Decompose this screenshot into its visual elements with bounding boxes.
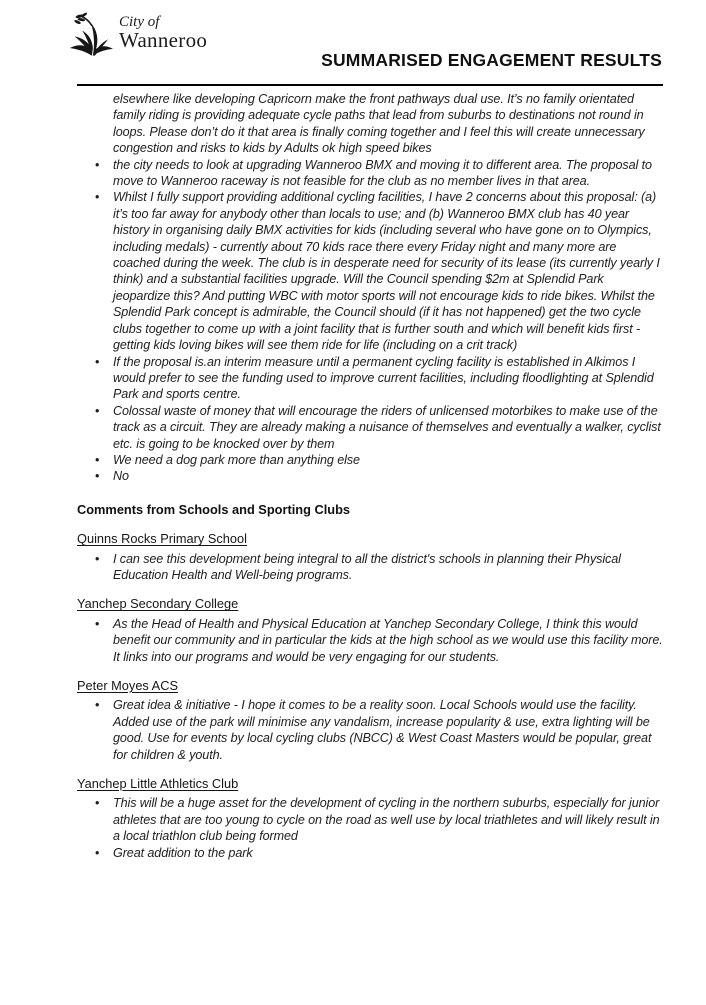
comment-text: the city needs to look at upgrading Wanneroo BMX and moving it to different area. The proposal to move to Wanneroo raceway is not feasible for the club as no member lives in that area. [113, 157, 652, 189]
list-item [95, 795, 663, 844]
school-comments-list [95, 697, 663, 763]
document-header [0, 0, 706, 86]
school-group-name: Yanchep Secondary College [77, 596, 239, 612]
comment-text: Colossal waste of money that will encourage the riders of unlicensed motorbikes to make use of the track as a circuit. They are already making a nuisance of themselves and eventually a walker, cyclist etc. is going to be knocked over by them [113, 403, 661, 451]
school-group-name: Peter Moyes ACS [77, 678, 178, 693]
comment-text: Great idea & initiative - I hope it comes to be a reality soon. Local Schools would use the facility. Added use of the park will minimise any vandalism, increase popularity & use, extra lighting will be good. Use for events by local cycling clubs (NBCC) & West Coast Masters would be popular, great for children & youth. [113, 698, 652, 762]
list-item [95, 468, 663, 484]
bullet-icon: • [95, 616, 100, 631]
list-item [95, 697, 663, 763]
list-item [95, 845, 663, 861]
logo-text-line1: City of [119, 14, 160, 30]
bullet-icon: • [95, 403, 100, 418]
bullet-icon: • [95, 354, 100, 369]
bullet-icon: • [95, 469, 100, 484]
school-group [77, 776, 663, 861]
bullet-icon: • [95, 796, 100, 811]
school-group-name: Quinns Rocks Primary School [77, 531, 247, 547]
school-group [77, 531, 663, 583]
school-group [77, 678, 663, 763]
logo-text-line2: Wanneroo [119, 28, 208, 52]
list-item [95, 551, 663, 584]
comment-text: Whilst I fully support providing additional cycling facilities, I have 2 concerns about this proposal: (a) it’s too far away for anybody other than locals to use; and (b) Wanneroo BMX club has 40 year history in organising daily BMX activities for kids (including several who have gone on to Olympics, including medals) - currently about 70 kids race there every Friday night and many more are coached during the week. The club is in desperate need for security of its lease (its currently yearly I think) and a substantial facilities upgrade. Will the Council spending $2m at Splendid Park jeopardize this? And putting WBC with motor sports will not encourage kids to ride bikes. Whilst the Splendid Park concept is admirable, the Council should (if it has not happened) get the two cycle clubs together to come up with a joint facility that is further south and which will benefit kids first - getting kids loving bikes will see them ride for life (including on a crit track) [113, 190, 660, 353]
bullet-icon: • [95, 190, 100, 205]
comment-text: As the Head of Health and Physical Education at Yanchep Secondary College, I think this would benefit our community and in particular the kids at the high school as we would use this facility more. It links into our programs and would be very engaging for our students. [113, 616, 663, 664]
header-divider [77, 84, 663, 86]
comment-text: We need a dog park more than anything else [113, 452, 360, 467]
list-item [95, 616, 663, 665]
school-group-name: Yanchep Little Athletics Club [77, 776, 239, 792]
general-comments-list [95, 157, 663, 485]
bullet-icon: • [95, 698, 100, 713]
school-comments-list [95, 551, 663, 584]
bullet-icon: • [95, 157, 100, 172]
city-of-wanneroo-logo [66, 12, 207, 57]
bullet-icon: • [95, 452, 100, 467]
comment-text: I can see this development being integral to all the district's schools in planning their Physical Education Health and Well-being programs. [113, 551, 621, 582]
comment-text: Great addition to the park [113, 845, 253, 860]
logo-text [119, 12, 207, 51]
page-title: SUMMARISED ENGAGEMENT RESULTS [321, 50, 662, 70]
comment-text: This will be a huge asset for the development of cycling in the northern suburbs, especially for junior athletes that are too young to cycle on the road as well use by local triathletes and will likely result in a local triathlon club being formed [113, 796, 660, 844]
list-item [95, 354, 663, 403]
document-body [77, 91, 663, 861]
school-comments-list [95, 616, 663, 665]
school-comments-list [95, 795, 663, 861]
list-item [95, 452, 663, 468]
comment-text: No [113, 469, 129, 484]
list-item [95, 189, 663, 353]
bullet-icon: • [95, 551, 100, 566]
bullet-icon: • [95, 845, 100, 860]
school-group [77, 596, 663, 665]
section-heading: Comments from Schools and Sporting Clubs [77, 501, 351, 517]
list-item [95, 157, 663, 190]
list-item [95, 403, 663, 452]
comment-text: If the proposal is.an interim measure until a permanent cycling facility is established in Alkimos I would prefer to see the funding used to improve current facilities, including floodlighting at Splendid Park and sports centre. [113, 354, 654, 402]
comment-continuation-text: elsewhere like developing Capricorn make the front pathways dual use. It’s no family orientated family riding is providing adequate cycle paths that lead from suburbs to destinations not round in loops. Please don’t do it that area is finally coming together and I feel this will create unnecessary congestion and risks to kids by Adults ok high speed bikes [113, 92, 645, 156]
kangaroo-paw-icon [66, 12, 114, 57]
